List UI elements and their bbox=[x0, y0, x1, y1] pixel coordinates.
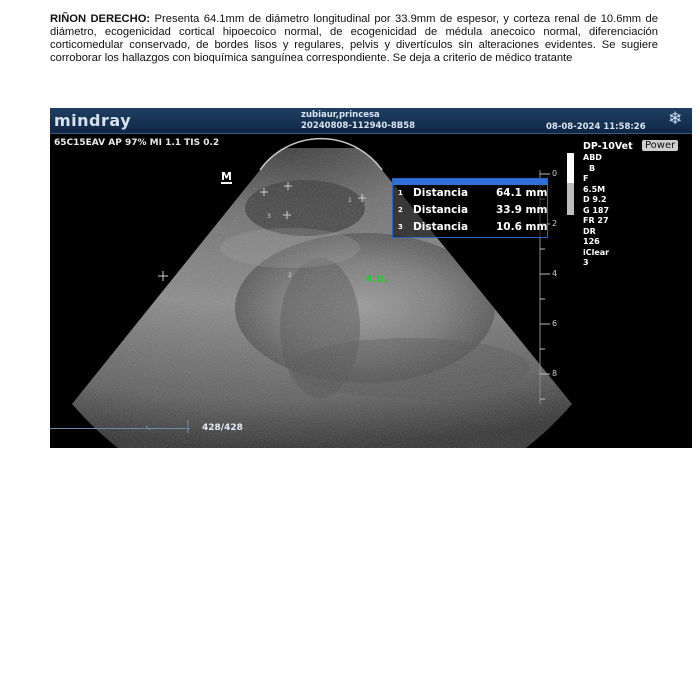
measurement-label: Distancia bbox=[413, 204, 469, 216]
power-button[interactable]: Power bbox=[642, 140, 678, 151]
measurement-row bbox=[393, 202, 547, 219]
frame-counter: 428/428 bbox=[202, 423, 243, 433]
patient-name: zubiaur,princesa bbox=[301, 110, 380, 120]
organ-label: R.D. bbox=[366, 275, 388, 285]
measurement-row bbox=[393, 219, 547, 236]
settings-list bbox=[583, 153, 609, 269]
measurement-number: 1 bbox=[398, 189, 403, 197]
depth-label: 0 bbox=[552, 169, 558, 178]
svg-text:3: 3 bbox=[267, 213, 271, 220]
depth-scale-labels bbox=[552, 167, 557, 417]
setting-item: F 6.5M bbox=[583, 174, 606, 194]
snowflake-icon: ❄ bbox=[668, 109, 683, 128]
report-heading: RIÑON DERECHO: bbox=[50, 13, 151, 25]
frame-slider-track[interactable] bbox=[50, 428, 190, 429]
depth-label: 4 bbox=[552, 269, 558, 278]
depth-label: 6 bbox=[552, 319, 558, 328]
probe-params: 65C15EAV AP 97% MI 1.1 TIS 0.2 bbox=[54, 138, 220, 148]
depth-label: 8 bbox=[552, 369, 558, 378]
measurement-row bbox=[393, 185, 547, 202]
exam-id: 20240808-112940-8B58 bbox=[301, 121, 416, 131]
measurement-box bbox=[392, 178, 548, 238]
measurement-value: 33.9 mm bbox=[496, 204, 548, 216]
probe-mode: DP-10Vet bbox=[583, 141, 633, 152]
svg-text:1: 1 bbox=[348, 197, 352, 204]
measurement-value: 64.1 mm bbox=[496, 187, 548, 199]
measurement-label: Distancia bbox=[413, 221, 469, 233]
report-body: Presenta 64.1mm de diámetro longitudinal por 33.9mm de espesor, y corteza renal de 10.6mm de diámetro, ecogenicidad cortical hipoecoico normal, de ecogenicidad de médula anecoico normal, diferenciación corticomedular conservado, de bordes lisos y regulares, pelvis y divertículos sin alteraciones evidentes. Se sugiere corroborar los hallazgos con bioquímica sanguínea correspondiente. Se deja a criterio de médico tratante bbox=[50, 13, 658, 64]
brand-logo: mindray bbox=[54, 111, 132, 130]
exam-datetime: 08-08-2024 11:58:26 bbox=[546, 122, 646, 132]
setting-item: iClear 3 bbox=[583, 247, 610, 267]
svg-text:2: 2 bbox=[288, 272, 292, 279]
setting-item: ABD bbox=[583, 153, 602, 162]
depth-label: 2 bbox=[552, 219, 558, 228]
setting-item: DR 126 bbox=[583, 226, 600, 246]
setting-item: FR 27 bbox=[583, 216, 609, 225]
setting-item: B bbox=[589, 163, 596, 173]
ultrasound-image bbox=[50, 108, 692, 448]
orientation-marker: M bbox=[221, 170, 232, 183]
setting-item: D 9.2 bbox=[583, 195, 607, 204]
measurement-number: 3 bbox=[398, 223, 403, 231]
setting-item: G 187 bbox=[583, 205, 610, 215]
measurement-label: Distancia bbox=[413, 187, 469, 199]
measurement-value: 10.6 mm bbox=[496, 221, 548, 233]
measurement-number: 2 bbox=[398, 206, 403, 214]
report-text bbox=[50, 13, 658, 65]
header-bar bbox=[50, 108, 692, 134]
